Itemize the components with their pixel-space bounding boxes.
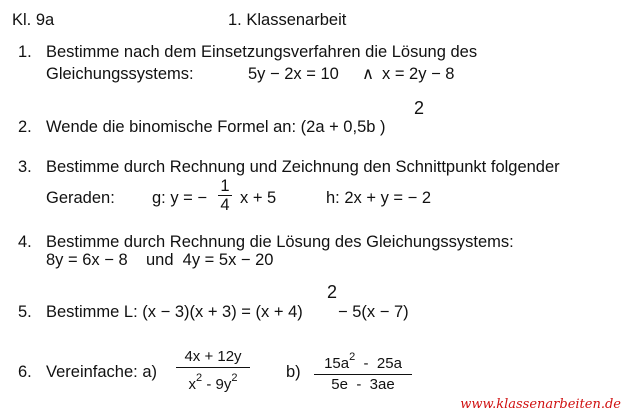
task-5-exponent: 2 (327, 282, 338, 302)
task-1-eq1: 5y − 2x = 10 (248, 65, 339, 83)
task-3-g-suffix: x + 5 (240, 189, 277, 207)
task-1-and-symbol: ∧ (362, 65, 375, 83)
task-3-line2: Geraden: (46, 189, 115, 207)
task-3-frac-numerator: 1 (220, 177, 230, 195)
watermark-link[interactable]: www.klassenarbeiten.de (460, 397, 621, 412)
task-6-text: Vereinfache: a) (46, 363, 157, 381)
class-label: Kl. 9a (12, 11, 55, 29)
task-6b-fraction (314, 348, 412, 394)
task-4-line2: 8y = 6x − 8 und 4y = 5x − 20 (46, 251, 274, 269)
task-3-frac-denominator: 4 (220, 196, 230, 214)
task-1-eq2: x = 2y − 8 (382, 65, 455, 83)
task-3-g-prefix: g: y = − (152, 189, 208, 207)
task-3-fraction (218, 178, 232, 213)
page-title: 1. Klassenarbeit (228, 11, 347, 29)
task-1-text: Bestimme nach dem Einsetzungsverfahren die Lösung des (46, 43, 478, 61)
task-2-number: 2. (18, 118, 32, 136)
task-1-line2: Gleichungssystems: (46, 65, 194, 83)
task-6a-numerator: 4x + 12y (184, 348, 242, 365)
task-1-number: 1. (18, 43, 32, 61)
task-2-text: Wende die binomische Formel an: (2a + 0,5b ) (46, 118, 386, 136)
task-3-number: 3. (18, 158, 32, 176)
task-5-text-b: − 5(x − 7) (338, 303, 409, 321)
task-6b-denominator: 5e - 3ae (331, 376, 395, 393)
task-3-h: h: 2x + y = − 2 (326, 189, 432, 207)
task-6a-denominator: $x^2 - 9y^2$ (188, 372, 238, 393)
task-6-number: 6. (18, 363, 32, 381)
task-5-number: 5. (18, 303, 32, 321)
task-6b-label: b) (286, 363, 301, 381)
task-2-exponent: 2 (414, 98, 425, 118)
task-5-text-a: Bestimme L: (x − 3)(x + 3) = (x + 4) (46, 303, 303, 321)
task-4-number: 4. (18, 233, 32, 251)
task-6a-fraction (176, 348, 250, 394)
task-6b-numerator: $15a^2 - 25a$ (324, 351, 402, 372)
fraction-bar (314, 374, 412, 375)
task-3-text: Bestimme durch Rechnung und Zeichnung den Schnittpunkt folgender (46, 158, 560, 176)
fraction-bar (176, 367, 250, 368)
task-4-text: Bestimme durch Rechnung die Lösung des Gleichungssystems: (46, 233, 514, 251)
